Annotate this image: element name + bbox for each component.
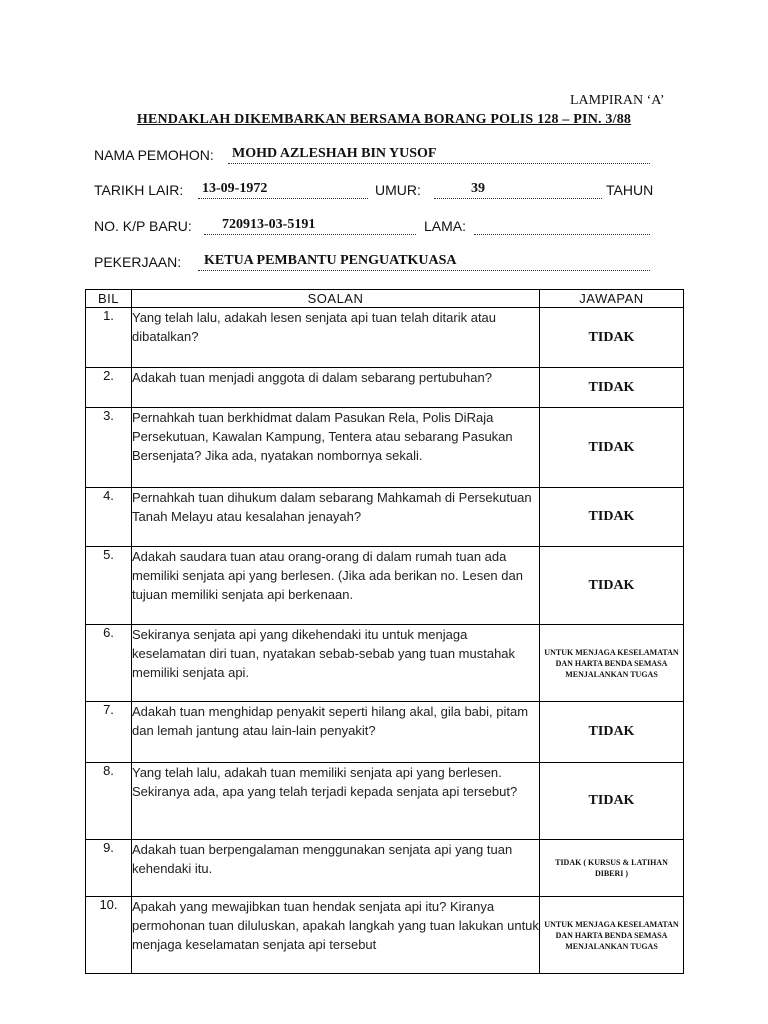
umur-label: UMUR:: [375, 182, 421, 198]
row-bil: 10.: [86, 897, 132, 974]
table-row: [86, 368, 684, 408]
pekerjaan-value[interactable]: KETUA PEMBANTU PENGUATKUASA: [204, 253, 457, 268]
header-bil: BIL: [86, 290, 132, 308]
row-soalan: Apakah yang mewajibkan tuan hendak senjata api itu? Kiranya permohonan tuan diluluskan, apakah langkah yang tuan lakukan untuk menjaga keselamatan senjata api tersebut: [132, 897, 540, 974]
row-bil: 5.: [86, 547, 132, 625]
tahun-label: TAHUN: [606, 182, 654, 198]
row-bil: 9.: [86, 840, 132, 897]
table-row: [86, 897, 684, 974]
kp-value[interactable]: 720913-03-5191: [222, 217, 316, 232]
field-tarikh-row: [94, 182, 674, 204]
row-soalan: Adakah tuan menjadi anggota di dalam sebarang pertubuhan?: [132, 368, 540, 408]
table-row: [86, 702, 684, 763]
row-soalan: Pernahkah tuan berkhidmat dalam Pasukan Rela, Polis DiRaja Persekutuan, Kawalan Kampung, Tentera atau sebarang Pasukan Bersenjata? Jika ada, nyatakan nombornya sekali.: [132, 408, 540, 488]
kp-label: NO. K/P BARU:: [94, 218, 192, 234]
lama-dotline: [474, 234, 650, 235]
lama-label: LAMA:: [424, 218, 467, 234]
row-jawapan[interactable]: TIDAK: [540, 488, 684, 547]
row-bil: 8.: [86, 763, 132, 840]
field-nama-row: [94, 147, 654, 169]
row-bil: 3.: [86, 408, 132, 488]
row-jawapan[interactable]: TIDAK: [540, 763, 684, 840]
umur-dotline: [434, 198, 602, 199]
row-soalan: Adakah tuan berpengalaman menggunakan senjata api yang tuan kehendaki itu.: [132, 840, 540, 897]
row-soalan: Adakah tuan menghidap penyakit seperti hilang akal, gila babi, pitam dan lemah jantung atau lain-lain penyakit?: [132, 702, 540, 763]
table-row: [86, 840, 684, 897]
row-jawapan[interactable]: UNTUK MENJAGA KESELAMATAN DAN HARTA BENDA SEMASA MENJALANKAN TUGAS: [540, 625, 684, 702]
form-title: HENDAKLAH DIKEMBARKAN BERSAMA BORANG POLIS 128 – PIN. 3/88: [136, 112, 632, 127]
row-bil: 6.: [86, 625, 132, 702]
row-jawapan[interactable]: TIDAK: [540, 702, 684, 763]
row-bil: 4.: [86, 488, 132, 547]
table-row: [86, 547, 684, 625]
question-table: [85, 289, 684, 974]
row-soalan: Adakah saudara tuan atau orang-orang di dalam rumah tuan ada memiliki senjata api yang berlesen. (Jika ada berikan no. Lesen dan tujuan memiliki senjata api berkenaan.: [132, 547, 540, 625]
row-jawapan[interactable]: TIDAK: [540, 368, 684, 408]
row-jawapan[interactable]: UNTUK MENJAGA KESELAMATAN DAN HARTA BENDA SEMASA MENJALANKAN TUGAS: [540, 897, 684, 974]
table-row: [86, 308, 684, 368]
tarikh-label: TARIKH LAIR:: [94, 182, 184, 198]
table-row: [86, 408, 684, 488]
table-row: [86, 488, 684, 547]
pekerjaan-dotline: [198, 270, 650, 271]
row-bil: 7.: [86, 702, 132, 763]
row-jawapan[interactable]: TIDAK ( KURSUS & LATIHAN DIBERI ): [540, 840, 684, 897]
row-bil: 2.: [86, 368, 132, 408]
header-soalan: SOALAN: [132, 290, 540, 308]
header-jawapan: JAWAPAN: [540, 290, 684, 308]
tarikh-value[interactable]: 13-09-1972: [202, 181, 268, 196]
field-kp-row: [94, 218, 654, 240]
row-soalan: Yang telah lalu, adakah tuan memiliki senjata api yang berlesen. Sekiranya ada, apa yang telah terjadi kepada senjata api tersebut?: [132, 763, 540, 840]
kp-dotline: [204, 234, 416, 235]
table-row: [86, 763, 684, 840]
row-jawapan[interactable]: TIDAK: [540, 547, 684, 625]
row-jawapan[interactable]: TIDAK: [540, 308, 684, 368]
nama-label: NAMA PEMOHON:: [94, 147, 214, 163]
tarikh-dotline: [198, 198, 368, 199]
table-header-row: [86, 290, 684, 308]
row-soalan: Yang telah lalu, adakah lesen senjata api tuan telah ditarik atau dibatalkan?: [132, 308, 540, 368]
nama-dotline: [228, 163, 650, 164]
field-pekerjaan-row: [94, 254, 654, 276]
lampiran-label: LAMPIRAN ‘A’: [570, 93, 665, 108]
row-soalan: Pernahkah tuan dihukum dalam sebarang Mahkamah di Persekutuan Tanah Melayu atau kesalahan jenayah?: [132, 488, 540, 547]
row-soalan: Sekiranya senjata api yang dikehendaki itu untuk menjaga keselamatan diri tuan, nyatakan sebab-sebab yang tuan mustahak memiliki senjata api.: [132, 625, 540, 702]
nama-value[interactable]: MOHD AZLESHAH BIN YUSOF: [232, 146, 437, 161]
umur-value[interactable]: 39: [471, 181, 485, 196]
row-bil: 1.: [86, 308, 132, 368]
row-jawapan[interactable]: TIDAK: [540, 408, 684, 488]
table-row: [86, 625, 684, 702]
pekerjaan-label: PEKERJAAN:: [94, 254, 182, 270]
